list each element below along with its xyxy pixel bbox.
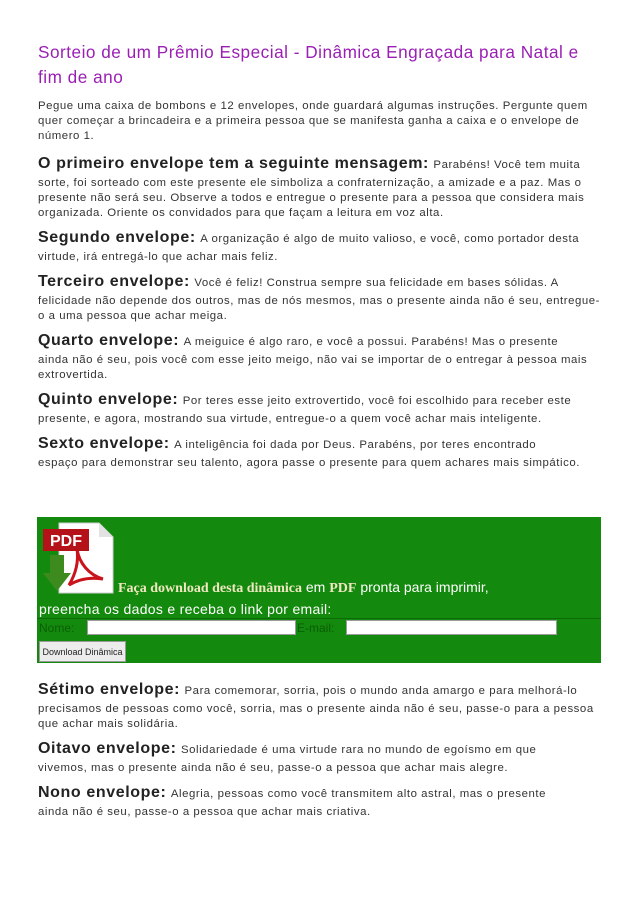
download-link[interactable]: Faça download desta dinâmica	[118, 581, 302, 596]
envelope-text: espaço para demonstrar seu talento, agora passe o presente para quem achares mais simpático.	[38, 457, 580, 469]
document-body-continued	[38, 679, 602, 826]
envelope-lead-text: A inteligência foi dada por Deus. Parabéns, por teres encontrado	[174, 439, 537, 451]
page-title: Sorteio de um Prêmio Especial - Dinâmica Engraçada para Natal e fim de ano	[38, 42, 579, 87]
envelope-heading: O primeiro envelope tem a seguinte mensagem:	[38, 155, 429, 172]
envelope-lead-text: A meiguice é algo raro, e você a possui. Parabéns! Mas o presente	[183, 336, 559, 348]
intro-paragraph: Pegue uma caixa de bombons e 12 envelopes, onde guardará algumas instruções. Pergunte quem quer começar a brincadeira e a primeira pessoa que se manifesta ganha a caixa e o envelope de número 1.	[38, 100, 588, 142]
envelope-section-5	[38, 389, 602, 427]
envelope-section-8	[38, 738, 602, 776]
email-input[interactable]	[346, 620, 557, 635]
envelope-lead-text: Por teres esse jeito extrovertido, você foi escolhido para receber este	[182, 395, 572, 407]
envelope-text: ainda não é seu, passe-o a pessoa que achar mais criativa.	[38, 806, 371, 818]
envelope-lead-text: A organização é algo de muito valioso, e você, como portador desta	[200, 233, 580, 245]
envelope-lead-text: Você é feliz! Construa sempre sua felicidade em bases sólidas. A	[194, 277, 559, 289]
envelope-heading: Oitavo envelope:	[38, 740, 177, 757]
envelope-lead-text: Parabéns! Você tem muita	[433, 159, 581, 171]
envelope-heading: Segundo envelope:	[38, 229, 196, 246]
envelope-heading: Quinto envelope:	[38, 391, 179, 408]
download-form	[37, 618, 601, 638]
download-promo-text: Faça download desta dinâmica em PDF pronta para imprimir,	[118, 579, 489, 596]
download-button[interactable]: Download Dinâmica	[39, 641, 126, 662]
envelope-text: felicidade não depende dos outros, mas de nós mesmos, mas o presente ainda não é seu, entregue-o a uma pessoa que achar meiga.	[38, 295, 600, 322]
envelope-text: sorte, foi sorteado com este presente ele simboliza a confraternização, a amizade e a paz. Mas o presente não será seu. Observe a todos e entregue o presente para a pessoa que considera mais organizada. Oriente os convidados para que façam a leitura em voz alta.	[38, 177, 585, 219]
download-promo-box	[37, 517, 601, 663]
svg-text:PDF: PDF	[50, 533, 82, 550]
envelope-section-9	[38, 782, 602, 820]
envelope-section-2	[38, 227, 602, 265]
envelope-heading: Quarto envelope:	[38, 332, 180, 349]
envelope-heading: Terceiro envelope:	[38, 273, 190, 290]
pdf-file-download-icon[interactable]	[41, 519, 115, 595]
envelope-text: precisamos de pessoas como você, sorria, mas o presente ainda não é seu, passe-o para a pessoa que achar mais solidária.	[38, 703, 594, 730]
envelope-lead-text: Para comemorar, sorria, pois o mundo anda amargo e para melhorá-lo	[184, 685, 578, 697]
envelope-text: vivemos, mas o presente ainda não é seu, passe-o a pessoa que achar mais alegre.	[38, 762, 509, 774]
name-label: Nome:	[39, 621, 75, 635]
envelope-heading: Sexto envelope:	[38, 435, 170, 452]
envelope-text: ainda não é seu, pois você com esse jeito meigo, não vai se importar de o entregar à pessoa mais extrovertida.	[38, 354, 588, 381]
download-promo-subtext: preencha os dados e receba o link por email:	[39, 601, 332, 617]
envelope-lead-text: Alegria, pessoas como você transmitem alto astral, mas o presente	[170, 788, 546, 800]
envelope-lead-text: Solidariedade é uma virtude rara no mundo de egoísmo em que	[180, 744, 537, 756]
envelope-text: virtude, irá entregá-lo que achar mais feliz.	[38, 251, 279, 263]
envelope-section-4	[38, 330, 602, 383]
envelope-section-7	[38, 679, 602, 732]
envelope-section-1	[38, 153, 602, 221]
envelope-text: presente, e agora, mostrando sua virtude, entregue-o a quem você achar mais inteligente.	[38, 413, 542, 425]
envelope-heading: Sétimo envelope:	[38, 681, 181, 698]
envelope-section-3	[38, 271, 602, 324]
name-input[interactable]	[87, 620, 296, 635]
envelope-heading: Nono envelope:	[38, 784, 167, 801]
email-label: E-mail:	[297, 621, 335, 635]
document-body	[38, 40, 602, 477]
envelope-section-6	[38, 433, 602, 471]
